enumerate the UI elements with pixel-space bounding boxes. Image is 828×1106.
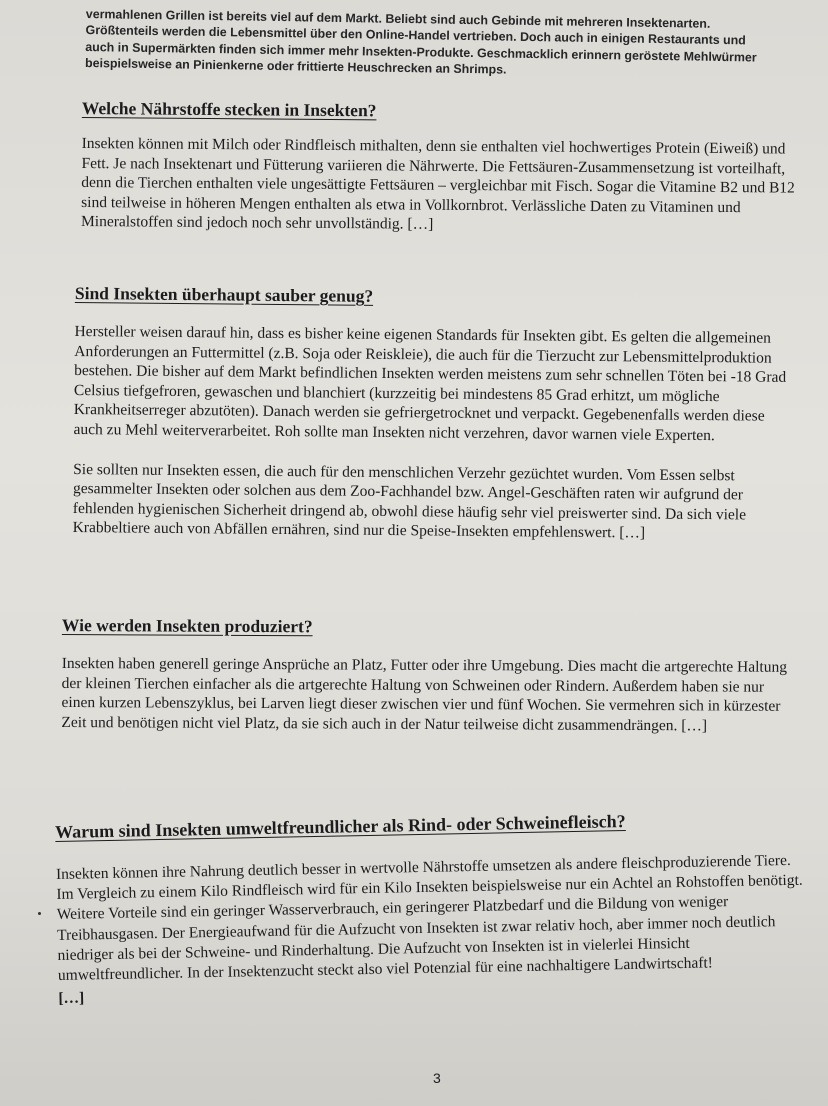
margin-dot — [38, 912, 41, 915]
section-paragraph: Insekten können mit Milch oder Rindfleisch mithalten, denn sie enthalten viel hochwertiges Protein (Eiweiß) und Fett. Je nach Insektenart und Fütterung variieren die Nährwerte. Die Fettsäuren-Zusammensetzung ist vorteilhaft, denn die Tierchen enthalten viele ungesättigte Fettsäuren – vergleichbar mit Fisch. Sogar die Vitamine B2 und B12 sind teilweise in höheren Mengen enthalten als etwa in Vollkornbrot. Verlässliche Daten zu Vitaminen und Mineralstoffen sind jedoch noch sehr unvollständig. […] — [80, 134, 795, 234]
section-paragraph: Hersteller weisen darauf hin, dass es bisher keine eigenen Standards für Insekten gibt. Es gelten die allgemeinen Anforderungen an Futtermittel (z.B. Soja oder Reiskleie), die auch für die Tierzucht zur Lebensmittelproduktion bestehen. Die bisher auf dem Markt befindlichen Insekten werden meistens zum sehr schnellen Töten bei -18 Grad Celsius tiefgefroren, gewaschen und blanchiert (kurzzeitig bei mindestens 85 Grad erhitzt, um mögliche Krankheitserreger abzutöten). Danach werden sie gefriergetrocknet und verpackt. Gegebenenfalls werden diese auch zu Mehl weiterverarbeitet. Roh sollte man Insekten nicht verzehren, davor warnen viele Experten. — [73, 322, 787, 445]
section-naehrstoffe — [81, 98, 798, 238]
section-paragraph: Sie sollten nur Insekten essen, die auch für den menschlichen Verzehr gezüchtet wurden. Vom Essen selbst gesammelter Insekten oder solchen aus dem Zoo-Fachhandel bzw. Angel-Geschäften raten wir aufgrund der fehlenden hygienischen Sicherheit dringend ab, obwohl diese häufig sehr viel preiswerter sind. Da sich viele Krabbeltiere auch von Abfällen ernähren, sind nur die Speise-Insekten empfehlenswert. […] — [72, 460, 747, 542]
section-sauberkeit — [73, 283, 793, 545]
section-paragraph — [56, 851, 807, 1010]
section-heading: Wie werden Insekten produziert? — [61, 615, 313, 637]
section-heading: Welche Nährstoffe stecken in Insekten? — [81, 98, 377, 121]
page-number: 3 — [433, 1070, 441, 1086]
intro-paragraph: vermahlenen Grillen ist bereits viel auf dem Markt. Beliebt sind auch Gebinde mit mehreren Insektenarten. Größtenteils werden die Lebensmittel über den Online-Handel vertrieben. Doch auch in einigen Restaurants und auch in Supermärkten finden sich immer mehr Insekten-Produkte. Geschmacklich erinnern geröstete Mehlwürmer beispielsweise an Pinienkerne oder frittierte Heuschrecken an Shrimps. — [84, 6, 757, 77]
section-umwelt — [55, 808, 806, 1010]
paragraph-text: Insekten können ihre Nahrung deutlich besser in wertvolle Nährstoffe umsetzen als andere fleischproduzierende Tiere. Im Vergleich zu einem Kilo Rindfleisch wird für ein Kilo Insekten beispielsweise nur ein Achtel an Rohstoffen benötigt. Weitere Vorteile sind ein geringer Wasserverbrauch, ein geringerer Platzbedarf und die Bildung von weniger Treibhausgasen. Der Energieaufwand für die Aufzucht von Insekten ist zwar relativ hoch, aber immer noch deutlich niedriger als bei der Schweine- und Rinderhaltung. Die Aufzucht von Insekten ist in vielerlei Hinsicht umweltfreundlicher. In der Insektenzucht steckt also viel Potenzial für eine nachhaltigere Landwirtschaft! — [55, 851, 803, 984]
section-heading: Sind Insekten überhaupt sauber genug? — [74, 283, 374, 306]
section-paragraph: Insekten haben generell geringe Ansprüche an Platz, Futter oder ihre Umgebung. Dies macht die artgerechte Haltung der kleinen Tierchen einfacher als die artgerechte Haltung von Schweinen oder Rindern. Außerdem haben sie nur einen kurzen Lebenszyklus, bei Larven liegt dieser zwischen vier und fünf Wochen. Sie vermehren sich in kürzester Zeit und benötigen nicht viel Platz, da sie sich auch in der Natur teilweise dicht zusammendrängen. […] — [61, 654, 788, 735]
section-produktion — [61, 615, 792, 736]
section-heading: Warum sind Insekten umweltfreundlicher als Rind- oder Schweinefleisch? — [55, 811, 626, 842]
ellipsis-marker: […] — [58, 989, 85, 1008]
